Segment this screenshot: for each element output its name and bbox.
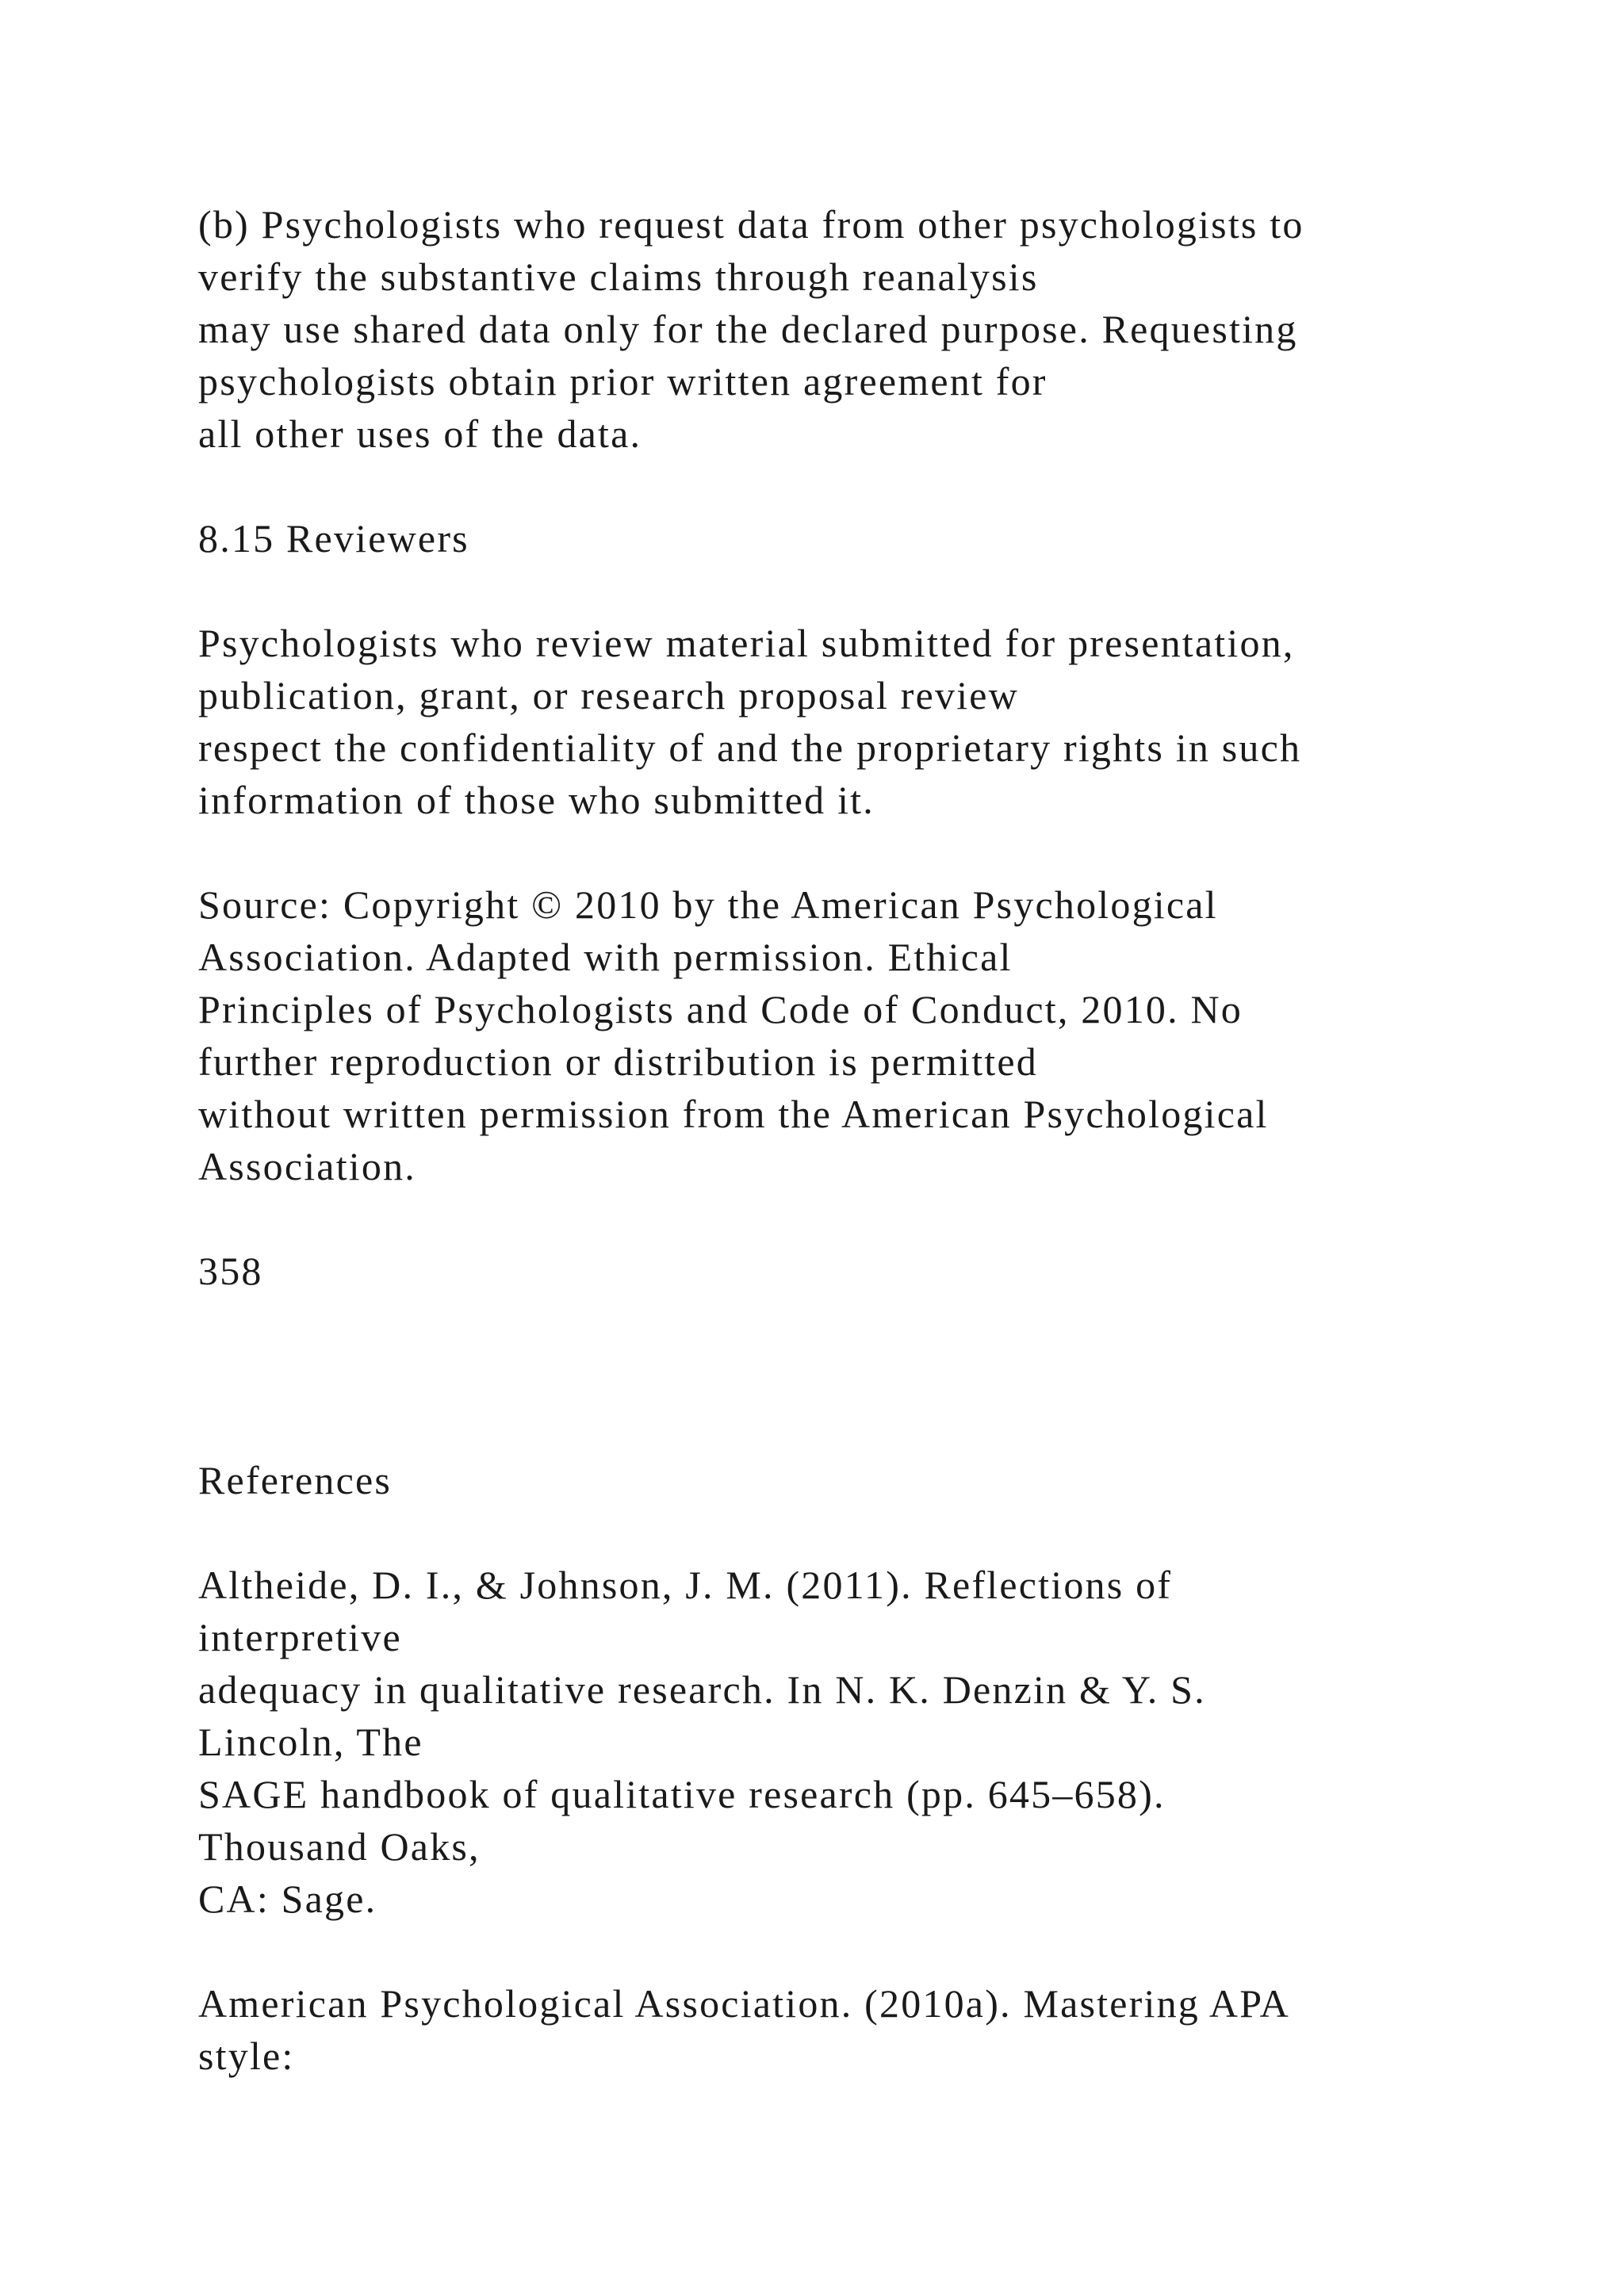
reference-1-line-6: Thousand Oaks, [198,1824,481,1869]
reviewers-paragraph-line-4: information of those who submitted it. [198,778,875,822]
reference-1-line-7: CA: Sage. [198,1877,377,1921]
source-note-line-4: further reproduction or distribution is permitted [198,1039,1038,1084]
paragraph-b-line-5: all other uses of the data. [198,411,642,456]
paragraph-b-line-2: verify the substantive claims through reanalysis [198,254,1039,299]
paragraph-b-line-4: psychologists obtain prior written agreement for [198,359,1048,404]
reviewers-paragraph-line-2: publication, grant, or research proposal review [198,673,1019,718]
reviewers-paragraph-line-1: Psychologists who review material submitted for presentation, [198,621,1295,665]
reference-1-line-5: SAGE handbook of qualitative research (pp. 645–658). [198,1772,1166,1816]
section-heading-reviewers: 8.15 Reviewers [198,516,469,561]
reference-1-line-1: Altheide, D. I., & Johnson, J. M. (2011). Reflections of [198,1563,1173,1607]
references-heading: References [198,1458,393,1502]
source-note-line-3: Principles of Psychologists and Code of Conduct, 2010. No [198,987,1243,1031]
source-note-line-6: Association. [198,1144,416,1188]
reference-1-line-4: Lincoln, The [198,1720,423,1764]
paragraph-b-line-1: (b) Psychologists who request data from other psychologists to [198,202,1304,247]
reference-1-line-3: adequacy in qualitative research. In N. K. Denzin & Y. S. [198,1667,1206,1712]
reference-1-line-2: interpretive [198,1615,402,1659]
source-note-line-5: without written permission from the American Psychological [198,1092,1269,1136]
source-note-line-1: Source: Copyright © 2010 by the American Psychological [198,882,1218,927]
source-note-line-2: Association. Adapted with permission. Ethical [198,935,1013,979]
reviewers-paragraph-line-3: respect the confidentiality of and the proprietary rights in such [198,725,1302,770]
reference-2-line-2: style: [198,2034,295,2078]
paragraph-b-line-3: may use shared data only for the declared purpose. Requesting [198,307,1298,351]
reference-2-line-1: American Psychological Association. (2010a). Mastering APA [198,1981,1290,2026]
page-number: 358 [198,1249,263,1293]
